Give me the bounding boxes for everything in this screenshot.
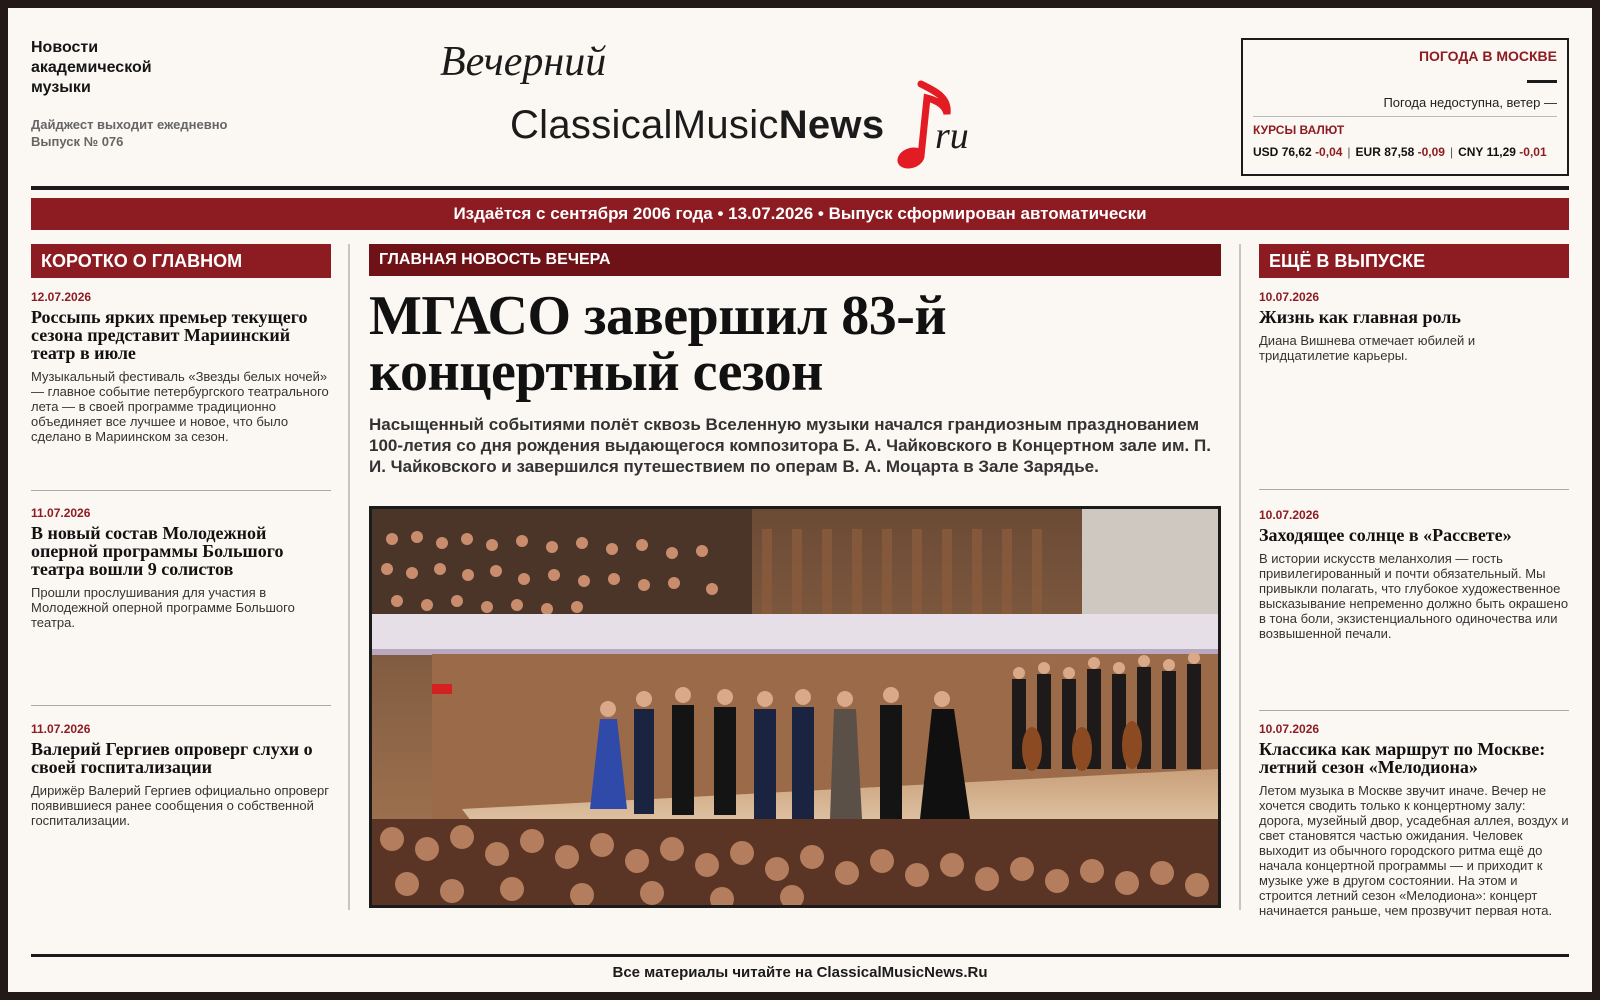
logo-wordmark [510, 103, 884, 148]
currency-change: -0,09 [1417, 145, 1445, 159]
logo-evening-word: Вечерний [440, 39, 607, 85]
rate-divider: | [1449, 145, 1454, 159]
item-divider [31, 490, 331, 491]
news-item[interactable] [31, 290, 331, 444]
currency-value: 11,29 [1486, 145, 1516, 159]
music-note-icon [891, 78, 1001, 178]
concert-photo[interactable] [369, 506, 1221, 908]
currency-value: 87,58 [1384, 145, 1415, 159]
currency-change: -0,04 [1315, 145, 1343, 159]
news-title[interactable]: В новый состав Молодежной оперной программы Большого театра вошли 9 солистов [31, 523, 284, 579]
footer-link[interactable]: Все материалы читайте на ClassicalMusicNews.Ru [612, 964, 988, 981]
newspaper-page [8, 8, 1592, 992]
news-summary: Дирижёр Валерий Гергиев официально опроверг появившиеся ранее сообщения о собственной госпитализации. [31, 783, 329, 828]
column-rule [348, 244, 350, 910]
currency-value: 76,62 [1281, 145, 1312, 159]
news-item[interactable] [31, 506, 331, 630]
logo-word-music: Music [672, 103, 779, 147]
currency-code: CNY [1458, 145, 1484, 159]
main-story-kicker: ГЛАВНАЯ НОВОСТЬ ВЕЧЕРА [369, 244, 1221, 276]
header-left [31, 38, 291, 150]
right-column [1259, 244, 1569, 918]
issue-meta [31, 116, 291, 150]
logo-word-classical: Classical [510, 103, 673, 147]
issue-number: Выпуск № 076 [31, 134, 124, 149]
news-summary: Прошли прослушивания для участия в Молодежной оперной программе Большого театра. [31, 585, 295, 630]
right-section-heading: ЕЩЁ В ВЫПУСКЕ [1259, 244, 1569, 278]
main-story [369, 244, 1221, 477]
left-column [31, 244, 331, 828]
news-date: 12.07.2026 [31, 290, 92, 304]
news-summary: Музыкальный фестиваль «Звезды белых ночей» — главное событие петербургского театрального лета — в своей программе традиционно объединяет все лучшее и новое, что было сделано в Мариинском за сезон. [31, 369, 329, 444]
news-date: 10.07.2026 [1259, 508, 1320, 522]
currency-change: -0,01 [1519, 145, 1547, 159]
site-tagline-line: академической [31, 59, 152, 76]
rate-divider: | [1347, 145, 1351, 159]
weather-widget [1241, 38, 1569, 176]
concert-hall-illustration [372, 509, 1218, 905]
column-rule [1239, 244, 1241, 910]
currency-code: EUR [1355, 145, 1381, 159]
news-date: 10.07.2026 [1259, 722, 1320, 736]
site-tagline [31, 38, 291, 98]
item-divider [1259, 489, 1569, 490]
news-date: 11.07.2026 [31, 506, 91, 520]
currency-rates [1253, 145, 1557, 159]
news-item[interactable] [1259, 290, 1569, 363]
news-item[interactable] [31, 722, 331, 828]
digest-note: Дайджест выходит ежедневно [31, 117, 228, 132]
logo-word-news: News [778, 103, 885, 147]
issue-banner: Издаётся с сентября 2006 года • 13.07.2026 • Выпуск сформирован автоматически [31, 198, 1569, 230]
news-title[interactable]: Жизнь как главная роль [1259, 307, 1461, 327]
currency-title: КУРСЫ ВАЛЮТ [1253, 123, 1345, 137]
left-section-heading: КОРОТКО О ГЛАВНОМ [31, 244, 331, 278]
news-summary: Диана Вишнева отмечает юбилей и тридцатилетие карьеры. [1259, 333, 1476, 363]
footer-rule [31, 954, 1569, 957]
news-title[interactable]: Заходящее солнце в «Рассвете» [1259, 525, 1512, 545]
main-story-lead: Насыщенный событиями полёт сквозь Вселенную музыки начался грандиозным празднованием 100-летия со дня рождения выдающегося композитора Б. А. Чайковского в Концертном зале им. П. И. Чайковского и завершился путешествием по операм В. А. Моцарта в Зале Зарядье. [369, 415, 1211, 476]
weather-title: ПОГОДА В МОСКВЕ [1418, 48, 1557, 64]
news-title[interactable]: Валерий Гергиев опроверг слухи о своей госпитализации [31, 739, 313, 777]
news-title[interactable]: Классика как маршрут по Москве: летний сезон «Мелодиона» [1259, 739, 1546, 777]
news-item[interactable] [1259, 508, 1569, 641]
news-item[interactable] [1259, 722, 1569, 918]
news-summary: Летом музыка в Москве звучит иначе. Вечер не хочется сводить только к концертному залу: дорога, музейный двор, усадебная аллея, воздух и свет становятся частью ожидания. Человек выходит из обычного городского ритма ещё до начала концертной программы — и приходит к музыке уже в другом состоянии. На этом и строится летний сезон «Мелодиона»: концерт начинается раньше, чем прозвучит первая нота. [1259, 783, 1569, 918]
news-date: 10.07.2026 [1259, 290, 1320, 304]
item-divider [31, 705, 331, 706]
logo-word-ru: ru [935, 115, 969, 157]
weather-separator [1253, 116, 1557, 117]
site-tagline-line: музыки [31, 79, 91, 96]
weather-status: Погода недоступна, ветер — [1383, 95, 1557, 110]
weather-dash [1527, 80, 1557, 83]
item-divider [1259, 710, 1569, 711]
main-story-headline[interactable]: МГАСО завершил 83-й концертный сезон [369, 285, 947, 403]
site-tagline-line: Новости [31, 39, 99, 56]
news-summary: В истории искусств меланхолия — гость привилегированный и почти обязательный. Мы привыкли полагать, что глубокое художественное высказывание непременно должно быть окрашено в тона боли, экзистенциального одиночества или возвышенной печали. [1259, 551, 1569, 641]
news-date: 11.07.2026 [31, 722, 91, 736]
masthead-logo[interactable] [428, 36, 1008, 176]
news-title[interactable]: Россыпь ярких премьер текущего сезона представит Мариинский театр в июле [31, 307, 308, 363]
currency-code: USD [1253, 145, 1279, 159]
header-rule [31, 186, 1569, 190]
